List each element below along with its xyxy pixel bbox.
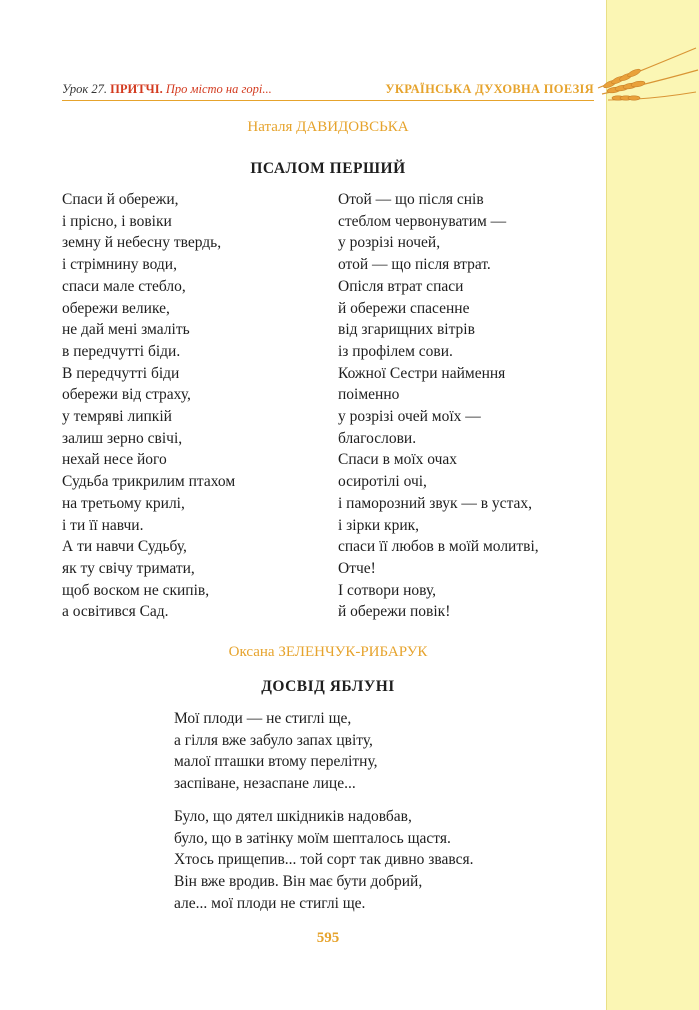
verse-line: у розрізі ночей, — [338, 234, 441, 252]
verse-line: земну й небесну твердь, — [62, 234, 222, 252]
verse-line: осиротілі очі, — [338, 473, 427, 491]
verse-line: заспіване, незаспане лице... — [174, 775, 356, 793]
running-header — [62, 80, 594, 100]
verse-line: А ти навчи Судьбу, — [62, 538, 187, 556]
verse-line: було, що в затінку моїм шепталось щастя. — [174, 829, 451, 847]
verse-line: у темряві липкій — [62, 408, 172, 426]
verse-line: і ти її навчи. — [62, 516, 144, 534]
verse-line: спаси мале стебло, — [62, 277, 186, 295]
verse-line: у розрізі очей моїх — — [338, 408, 481, 426]
verse-line: не дай мені змаліть — [62, 321, 190, 339]
verse-line: й обережи повік! — [338, 603, 451, 621]
poem2-stanza-2 — [174, 806, 474, 915]
lesson-heading — [62, 82, 272, 97]
verse-line: стеблом червонуватим — — [338, 212, 507, 230]
poem1-left-column — [62, 189, 235, 623]
verse-line: а освітився Сад. — [62, 603, 169, 621]
verse-line: Він вже вродив. Він має бути добрий, — [174, 873, 423, 891]
poem1-author: Наталя ДАВИДОВСЬКА — [247, 119, 409, 135]
verse-line: Мої плоди — не стиглі ще, — [174, 710, 352, 727]
verse-line: благослови. — [338, 429, 417, 447]
poem1-title: ПСАЛОМ ПЕРШИЙ — [250, 160, 406, 177]
verse-line: а гілля вже забуло запах цвіту, — [174, 731, 373, 749]
section-title: УКРАЇНСЬКА ДУХОВНА ПОЕЗІЯ — [385, 82, 594, 96]
verse-line: в передчутті біди. — [62, 342, 181, 360]
verse-line: нехай несе його — [62, 451, 167, 469]
verse-line: Спаси й обережи, — [62, 191, 179, 208]
verse-line: обережи велике, — [62, 299, 170, 317]
page-number: 595 — [316, 930, 340, 946]
lesson-topic: ПРИТЧІ. — [110, 82, 163, 96]
poem1-right-column — [338, 189, 539, 623]
verse-line: із профілем сови. — [338, 342, 453, 360]
verse-line: Спаси в моїх очах — [338, 451, 458, 469]
verse-line: як ту свічу тримати, — [62, 559, 195, 577]
verse-line: Кожної Сестри наймення — [338, 364, 506, 382]
verse-line: але... мої плоди не стиглі ще. — [174, 894, 366, 912]
poem2-stanza-1 — [174, 708, 378, 795]
verse-line: спаси її любов в моїй молитві, — [338, 538, 539, 556]
verse-line: Отой — що після снів — [338, 191, 484, 208]
verse-line: й обережи спасенне — [338, 299, 470, 317]
verse-line: Судьба трикрилим птахом — [62, 473, 236, 491]
verse-line: Отче! — [338, 559, 376, 577]
verse-line: поіменно — [338, 386, 400, 404]
verse-line: малої пташки втому перелітну, — [174, 753, 378, 771]
verse-line: на третьому крилі, — [62, 494, 185, 512]
verse-line: обережи від страху, — [62, 386, 191, 404]
verse-line: отой — що після втрат. — [338, 256, 491, 274]
verse-line: і зірки крик, — [338, 516, 420, 534]
verse-line: залиш зерно свічі, — [62, 429, 183, 447]
verse-line: Було, що дятел шкідників надовбав, — [174, 808, 412, 825]
verse-line: В передчутті біди — [62, 364, 180, 382]
verse-line: щоб воском не скипів, — [62, 581, 210, 599]
verse-line: і прісно, і вовіки — [62, 212, 172, 230]
verse-line: і стрімнину води, — [62, 256, 177, 274]
header-divider — [62, 100, 594, 101]
verse-line: і паморозний звук — в устах, — [338, 494, 533, 512]
poem2-author: Оксана ЗЕЛЕНЧУК-РИБАРУК — [228, 644, 428, 660]
wheat-ears-icon — [588, 40, 699, 110]
verse-line: від згарищних вітрів — [338, 321, 475, 339]
verse-line: Опісля втрат спаси — [338, 277, 464, 295]
poem2-title: ДОСВІД ЯБЛУНІ — [261, 678, 395, 695]
page-margin-band — [606, 0, 699, 1010]
lesson-number: Урок 27. — [62, 82, 108, 96]
lesson-subtitle: Про місто на горі... — [165, 82, 272, 96]
verse-line: Хтось прищепив... той сорт так дивно звався. — [174, 851, 474, 869]
verse-line: І сотвори нову, — [338, 581, 437, 599]
